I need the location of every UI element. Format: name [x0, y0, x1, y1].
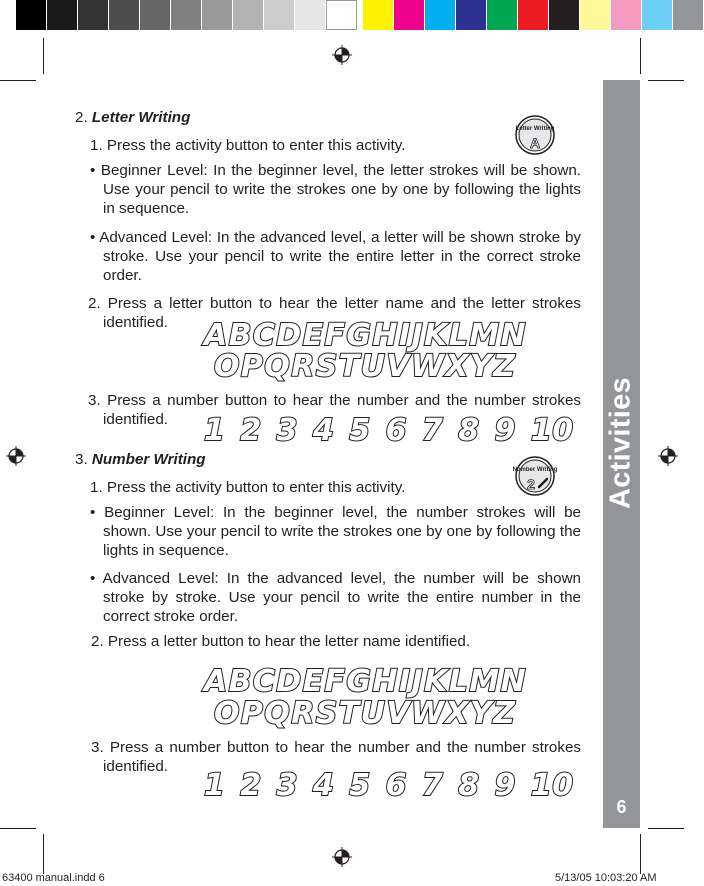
- crop-mark: [0, 80, 36, 81]
- letter-beginner-level: • Beginner Level: In the beginner level, the letter strokes will be shown. Use your pencil to write the strokes one by one by following the lights in sequence.: [90, 162, 581, 217]
- color-swatch: [549, 0, 580, 30]
- section-heading-letter-writing: [75, 108, 190, 127]
- color-swatch: [611, 0, 642, 30]
- gray-swatch: [264, 0, 295, 30]
- crop-mark: [648, 828, 684, 829]
- number-step-3: 3. Press a number button to hear the number and the number strokes identified.: [91, 739, 581, 775]
- number-advanced-level: • Advanced Level: In the advanced level, the number will be shown stroke by stroke. Use your pencil to write the entire number in the correct stroke order.: [90, 570, 581, 625]
- bubble-letters-row: OPQRSTUVWXYZ: [214, 349, 517, 384]
- crop-mark: [43, 834, 44, 874]
- color-calibration-bar: [16, 0, 704, 30]
- color-swatch: [456, 0, 487, 30]
- color-swatch: [394, 0, 425, 30]
- badge-label: Number Writing: [512, 467, 558, 473]
- gray-swatch: [47, 0, 78, 30]
- footer-filename: 63400 manual.indd 6: [2, 872, 105, 884]
- registration-mark-icon: [6, 446, 26, 466]
- svg-text:2: 2: [527, 476, 535, 492]
- color-swatch: [487, 0, 518, 30]
- color-swatch: [425, 0, 456, 30]
- letter-step-3: 3. Press a number button to hear the number and the number strokes identified.: [88, 392, 581, 428]
- gray-swatch: [78, 0, 109, 30]
- gray-swatch: [140, 0, 171, 30]
- side-tab-label: Activities: [604, 377, 637, 509]
- gray-swatch: [233, 0, 264, 30]
- svg-text:A: A: [529, 135, 541, 151]
- number-step-2: 2. Press a letter button to hear the letter name identified.: [91, 633, 471, 650]
- registration-mark-icon: [658, 446, 678, 466]
- gray-swatch: [202, 0, 233, 30]
- section-number: 3.: [75, 451, 88, 468]
- letter-writing-badge-icon: [515, 115, 555, 155]
- bubble-numbers-row: 1 2 3 4 5 6 7 8 9 10: [204, 768, 574, 803]
- section-number: 2.: [75, 109, 88, 126]
- gray-swatch: [295, 0, 326, 30]
- page-number: 6: [616, 797, 627, 817]
- bubble-numbers-row: 1 2 3 4 5 6 7 8 9 10: [204, 413, 574, 448]
- crop-mark: [648, 80, 684, 81]
- footer-timestamp: 5/13/05 10:03:20 AM: [555, 872, 657, 884]
- badge-label: Letter Writing: [515, 126, 555, 132]
- section-title: Letter Writing: [91, 109, 191, 126]
- gray-swatch: [16, 0, 47, 30]
- color-swatch: [518, 0, 549, 30]
- registration-mark-icon: [332, 847, 352, 867]
- crop-mark: [0, 828, 36, 829]
- registration-mark-icon: [332, 45, 352, 65]
- gray-swatch: [171, 0, 202, 30]
- number-writing-badge-icon: [512, 456, 558, 496]
- color-swatch: [580, 0, 611, 30]
- crop-mark: [640, 38, 641, 74]
- color-swatch: [642, 0, 673, 30]
- bubble-letters-row: ABCDEFGHIJKLMN: [204, 318, 527, 353]
- letter-step-2: 2. Press a letter button to hear the letter name and the letter strokes identified.: [88, 295, 581, 331]
- section-title: Number Writing: [91, 451, 206, 468]
- gray-swatch: [109, 0, 140, 30]
- letter-step-1: 1. Press the activity button to enter this activity.: [90, 137, 406, 154]
- crop-mark: [43, 38, 44, 74]
- bubble-letters-row: OPQRSTUVWXYZ: [214, 696, 517, 731]
- number-step-1: 1. Press the activity button to enter this activity.: [90, 479, 406, 496]
- color-swatch: [673, 0, 704, 30]
- letter-advanced-level: • Advanced Level: In the advanced level, a letter will be shown stroke by stroke. Use your pencil to write the entire letter in the correct stroke order.: [90, 229, 581, 284]
- section-heading-number-writing: [75, 450, 206, 469]
- crop-mark: [640, 834, 641, 874]
- number-beginner-level: • Beginner Level: In the beginner level, the number strokes will be shown. Use your pencil to write the strokes one by one by following the lights in sequence.: [90, 504, 581, 559]
- bubble-letters-row: ABCDEFGHIJKLMN: [204, 664, 527, 699]
- gray-swatch: [326, 0, 357, 30]
- color-swatch: [363, 0, 394, 30]
